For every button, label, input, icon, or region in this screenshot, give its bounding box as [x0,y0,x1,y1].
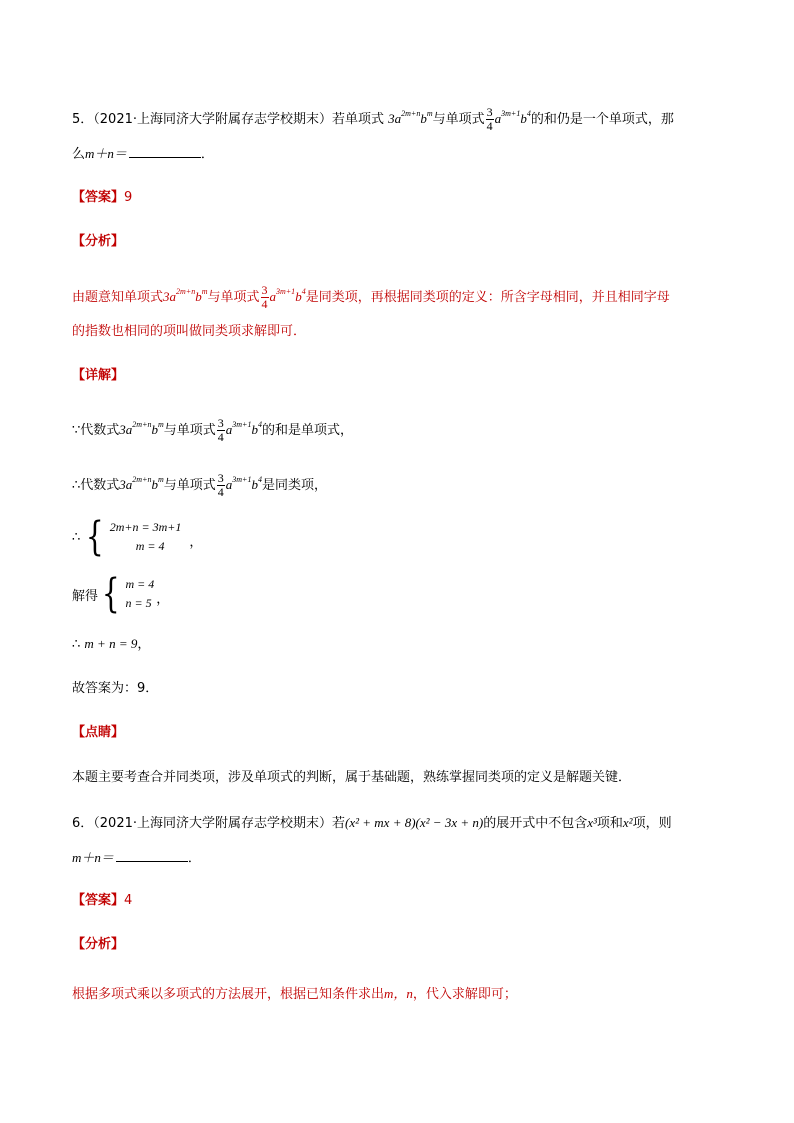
step-text: 是同类项， [261,478,327,493]
therefore-symbol: ∴ [72,478,81,493]
conclusion: 故答案为：9． [72,681,159,696]
step-text: 代数式 [80,423,120,438]
answer-label: 【答案】 [72,190,125,205]
answer-blank[interactable] [116,849,188,862]
q5-expression: m＋n＝ [85,146,127,161]
q6-polynomial: (x² + mx + 8)(x² − 3x + n) [345,815,484,830]
analysis-text: 根据多项式乘以多项式的方法展开，根据已知条件求出 [72,987,385,1002]
q5-comment-text: 本题主要考查合并同类项，涉及单项式的判断，属于基础题，熟练掌握同类项的定义是解题关键． [72,770,632,785]
q5-comment-label: 【点睛】 [72,725,125,740]
therefore-symbol: ∴ [72,637,81,652]
q6-analysis-text [72,985,517,1004]
q5-number: 5． [72,112,94,127]
analysis-text: 是同类项，再根据同类项的定义：所含字母相同，并且相同字母 [305,290,670,305]
q5-text-b: 与单项式 [432,112,485,127]
step-text: 的和是单项式， [261,423,353,438]
monomial-1: $3a^{2m+n}b^m$ [388,109,433,126]
period: ． [200,147,214,162]
because-symbol: ∵ [72,423,81,438]
answer-label: 【答案】 [72,893,125,908]
fraction: $\frac{3}{4}$ [217,471,224,499]
step-text: 代数式 [80,478,120,493]
equation-1: 2m+n = 3m+1 [109,520,182,534]
answer-value: 9 [124,190,133,205]
fraction: $\frac{3}{4}$ [261,283,268,311]
answer-blank[interactable] [129,145,201,158]
equation-system [72,514,203,560]
system-lines [110,518,182,556]
monomial-2: $a^{3m+1}b^4$ [494,109,531,126]
analysis-text: 与单项式 [207,290,260,305]
q6-answer [72,892,132,910]
q5-line2-text: 么 [72,147,86,162]
answer-value: 4 [124,893,133,908]
comma: ， [189,534,203,550]
q6-term2: x² [622,815,633,830]
q6-term1: x³ [587,815,597,830]
q5-line1 [72,106,674,133]
q5-text-c: 的和仍是一个单项式，那 [530,112,674,127]
equation-2: m = 4 [135,539,165,553]
q6-analysis-label: 【分析】 [72,937,125,952]
monomial-1: $3a^{2m+n}b^m$ [163,287,208,304]
comma: ， [156,591,170,607]
brace-icon: { [101,571,120,617]
q6-line2 [72,849,201,868]
q5-analysis-line2: 的指数也相同的项叫做同类项求解即可． [72,324,307,339]
fraction: $\frac{3}{4}$ [217,416,224,444]
q6-number: 6． [72,816,94,831]
solution-system [72,571,170,617]
fraction: $\frac{3}{4}$ [486,105,493,133]
q5-text-a: 若单项式 [332,112,385,127]
solution-2: n = 5 [125,596,152,610]
analysis-text: 由题意知单项式 [72,290,164,305]
monomial-2: $a^{3m+1}b^4$ [225,475,262,492]
q5-source: （2021·上海同济大学附属存志学校期末） [93,112,332,127]
detail-step-5 [72,635,150,654]
brace-icon: { [86,514,104,560]
q5-analysis-label: 【分析】 [72,234,125,249]
q6-line1 [72,814,672,833]
variables: m，n [384,986,413,1001]
monomial-2: $a^{3m+1}b^4$ [269,287,306,304]
solution-lines [125,575,154,613]
step-text: 与单项式 [163,423,216,438]
detail-step-2 [72,472,327,499]
analysis-text: ，代入求解即可； [412,987,517,1002]
q6-text-c: 项和 [596,816,623,831]
step-text: 与单项式 [163,478,216,493]
solution-1: m = 4 [125,577,155,591]
monomial-1: $3a^{2m+n}b^m$ [119,420,164,437]
q5-detail-label: 【详解】 [72,368,125,383]
q6-source: （2021·上海同济大学附属存志学校期末） [93,816,332,831]
sum-expression: m + n = 9 [84,636,138,651]
q6-expression: m＋n＝ [72,850,114,865]
q6-text-b: 的展开式中不包含 [483,816,588,831]
q5-analysis-line1 [72,284,670,311]
q5-line2 [72,145,214,164]
q6-text-d: 项，则 [632,816,672,831]
comma: ， [137,637,151,652]
therefore-symbol: ∴ [72,529,81,545]
q6-text-a: 若 [332,816,346,831]
monomial-2: $a^{3m+1}b^4$ [225,420,262,437]
period: ． [187,851,201,866]
detail-step-1 [72,417,353,444]
q5-answer [72,189,132,207]
solve-label: 解得 [72,588,99,604]
monomial-1: $3a^{2m+n}b^m$ [119,475,164,492]
